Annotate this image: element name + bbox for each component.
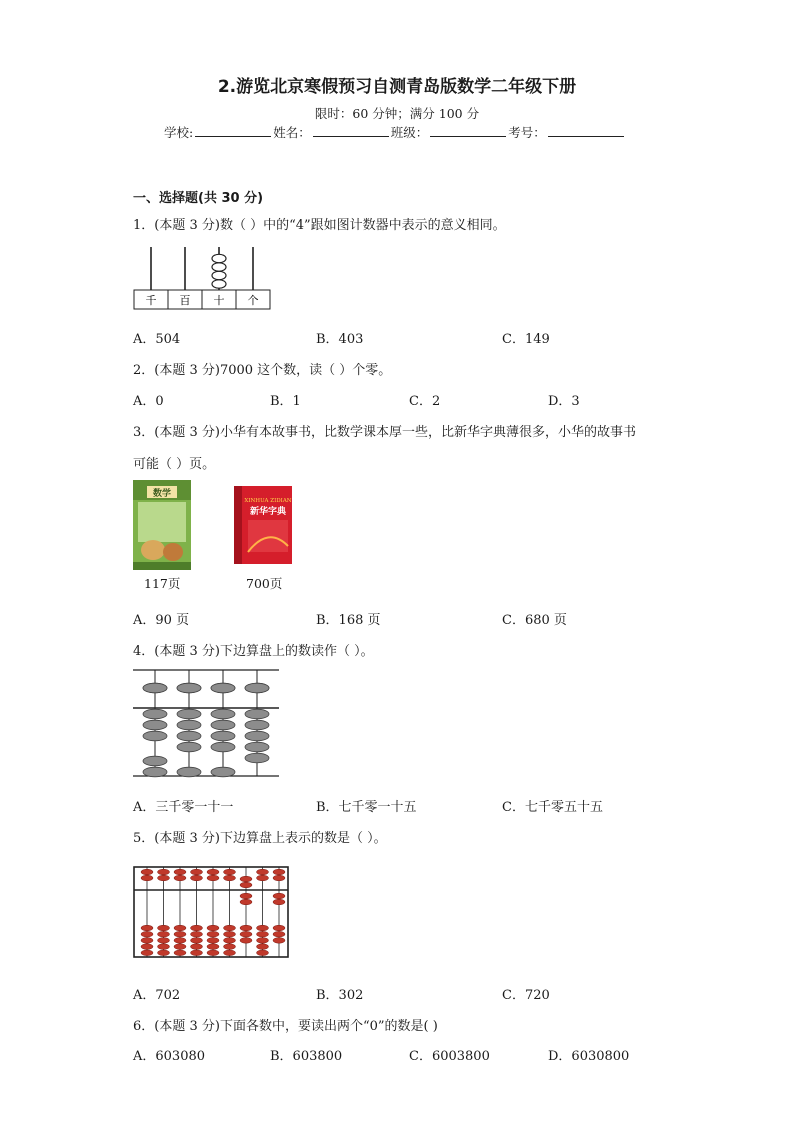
abacus-bead [240, 938, 252, 944]
abacus-bead [257, 950, 269, 956]
counter-bead [212, 280, 226, 288]
counter-label-tens: 十 [213, 294, 225, 307]
question-1: 1．(本题 3 分)数（ ）中的“4”跟如图计数器中表示的意义相同。 [133, 218, 506, 233]
abacus-bead [158, 931, 170, 937]
abacus-bead [158, 944, 170, 950]
abacus-bead [143, 756, 167, 766]
abacus-bead [224, 925, 236, 931]
q5-option-b[interactable]: B．302 [316, 988, 364, 1003]
abacus-bead [240, 882, 252, 888]
abacus-bead [174, 869, 186, 875]
abacus-bead [224, 869, 236, 875]
abacus-bead [191, 931, 203, 937]
abacus-bead [191, 944, 203, 950]
abacus-bead [177, 731, 201, 741]
abacus-bead [240, 925, 252, 931]
abacus-bead [273, 931, 285, 937]
abacus-bead [224, 875, 236, 881]
abacus-bead [257, 931, 269, 937]
abacus-bead [273, 893, 285, 899]
abacus-bead [141, 869, 153, 875]
abacus-bead [207, 925, 219, 931]
abacus-bead [257, 875, 269, 881]
abacus-bead [191, 925, 203, 931]
dictionary-image [234, 486, 292, 564]
question-3-line1: 3．(本题 3 分)小华有本故事书，比数学课本厚一些，比新华字典薄很多，小华的故事书 [133, 425, 636, 440]
section-title: 一、选择题(共 30 分) [133, 191, 264, 206]
q2-option-a[interactable]: A．0 [133, 394, 164, 409]
abacus-bead [143, 683, 167, 693]
counter-label-hundreds: 百 [179, 294, 191, 307]
abacus-bead [207, 875, 219, 881]
q3-option-c[interactable]: C．680 页 [502, 613, 567, 628]
q2-option-b[interactable]: B．1 [270, 394, 301, 409]
q2-option-c[interactable]: C．2 [409, 394, 441, 409]
abacus-bead [191, 950, 203, 956]
abacus-bead [211, 767, 235, 777]
exam-no-field[interactable] [548, 124, 624, 137]
q6-option-d[interactable]: D．6030800 [548, 1049, 630, 1064]
question-4: 4．(本题 3 分)下边算盘上的数读作（ ）。 [133, 644, 374, 659]
counter-bead [212, 263, 226, 271]
abacus-bead [211, 683, 235, 693]
abacus-bead [143, 767, 167, 777]
school-label: 学校: [164, 125, 194, 140]
abacus-bead [191, 869, 203, 875]
abacus-bead [240, 876, 252, 882]
page-title: 2.游览北京寒假预习自测青岛版数学二年级下册 [217, 77, 577, 97]
abacus-bead [141, 938, 153, 944]
abacus-bead [245, 742, 269, 752]
q4-option-a[interactable]: A．三千零一十一 [133, 800, 234, 815]
abacus-bead [141, 925, 153, 931]
q6-option-a[interactable]: A．603080 [133, 1049, 206, 1064]
abacus-bead [211, 742, 235, 752]
abacus-bead [224, 931, 236, 937]
abacus-bead [174, 944, 186, 950]
abacus-bead [273, 925, 285, 931]
math-book-image [133, 480, 191, 570]
abacus-bead [158, 925, 170, 931]
abacus-bead [207, 938, 219, 944]
abacus-bead [273, 875, 285, 881]
abacus-bead [245, 731, 269, 741]
abacus-bead [174, 931, 186, 937]
abacus-bead [257, 944, 269, 950]
abacus-bead [141, 875, 153, 881]
abacus-bead [211, 720, 235, 730]
abacus-bead [207, 869, 219, 875]
abacus-bead [207, 944, 219, 950]
abacus-bead [207, 950, 219, 956]
abacus-bead [174, 925, 186, 931]
counter-bead [212, 254, 226, 262]
name-label: 姓名： [273, 125, 311, 140]
abacus-bead [143, 731, 167, 741]
math-book-title: 数学 [152, 489, 172, 499]
abacus-bead [245, 709, 269, 719]
question-2: 2．(本题 3 分)7000 这个数，读（ ）个零。 [133, 363, 392, 378]
abacus-bead [177, 709, 201, 719]
dictionary-caption: 700页 [246, 576, 283, 591]
abacus-bead [257, 925, 269, 931]
q1-option-c[interactable]: C．149 [502, 332, 550, 347]
math-book-caption: 117页 [144, 576, 181, 591]
dictionary-title: 新华字典 [249, 507, 287, 517]
abacus-bead [240, 899, 252, 905]
q1-option-b[interactable]: B．403 [316, 332, 364, 347]
abacus-bead [174, 938, 186, 944]
abacus-bead [224, 950, 236, 956]
abacus-gray [133, 668, 279, 780]
abacus-bead [177, 683, 201, 693]
abacus-bead [158, 938, 170, 944]
abacus-bead [207, 931, 219, 937]
q6-option-b[interactable]: B．603800 [270, 1049, 343, 1064]
dictionary-pinyin: XINHUA ZIDIAN [244, 498, 292, 504]
info-fields [164, 123, 626, 141]
abacus-bead [224, 944, 236, 950]
counter-label-ones: 个 [247, 294, 259, 307]
question-6: 6．(本题 3 分)下面各数中，要读出两个“0”的数是( ) [133, 1019, 438, 1034]
abacus-bead [174, 950, 186, 956]
abacus-bead [273, 869, 285, 875]
abacus-bead [143, 709, 167, 719]
abacus-red [133, 866, 289, 958]
counter-rods [151, 247, 253, 290]
counter-bead [212, 271, 226, 279]
counter-beads [212, 254, 226, 288]
abacus-bead [143, 720, 167, 730]
abacus-bead [273, 899, 285, 905]
exam-no-label: 考号： [508, 125, 546, 140]
abacus-bead [158, 950, 170, 956]
abacus-bead [211, 731, 235, 741]
question-3-line2: 可能（ ）页。 [133, 457, 216, 472]
abacus-bead [141, 931, 153, 937]
abacus-bead [158, 875, 170, 881]
abacus-bead [174, 875, 186, 881]
abacus-bead [224, 938, 236, 944]
q6-option-c[interactable]: C．6003800 [409, 1049, 490, 1064]
abacus-bead [245, 720, 269, 730]
q4-option-c[interactable]: C．七千零五十五 [502, 800, 603, 815]
counter-label-thousands: 千 [145, 294, 157, 307]
q3-option-b[interactable]: B．168 页 [316, 613, 381, 628]
abacus-bead [191, 938, 203, 944]
q1-option-a[interactable]: A．504 [133, 332, 181, 347]
abacus-bead [240, 893, 252, 899]
question-5: 5．(本题 3 分)下边算盘上表示的数是（ ）。 [133, 831, 387, 846]
q5-option-a[interactable]: A．702 [133, 988, 181, 1003]
time-limit: 限时：60 分钟；满分 100 分 [314, 106, 480, 121]
counter-figure [134, 244, 270, 310]
abacus-bead [158, 869, 170, 875]
abacus-bead [141, 944, 153, 950]
class-field[interactable] [430, 124, 506, 137]
abacus-bead [177, 720, 201, 730]
q3-option-a[interactable]: A．90 页 [133, 613, 190, 628]
q2-option-d[interactable]: D．3 [548, 394, 580, 409]
abacus-bead [245, 683, 269, 693]
abacus-bead [257, 869, 269, 875]
abacus-bead [245, 753, 269, 763]
abacus-bead [141, 950, 153, 956]
q5-option-c[interactable]: C．720 [502, 988, 550, 1003]
school-field[interactable] [195, 124, 271, 137]
class-label: 班级： [390, 125, 429, 140]
abacus-bead [177, 767, 201, 777]
abacus-bead [240, 931, 252, 937]
abacus-bead [191, 875, 203, 881]
name-field[interactable] [313, 124, 389, 137]
abacus-bead [257, 938, 269, 944]
abacus-bead [177, 742, 201, 752]
q4-option-b[interactable]: B．七千零一十五 [316, 800, 417, 815]
abacus-bead [211, 709, 235, 719]
abacus-bead [273, 938, 285, 944]
